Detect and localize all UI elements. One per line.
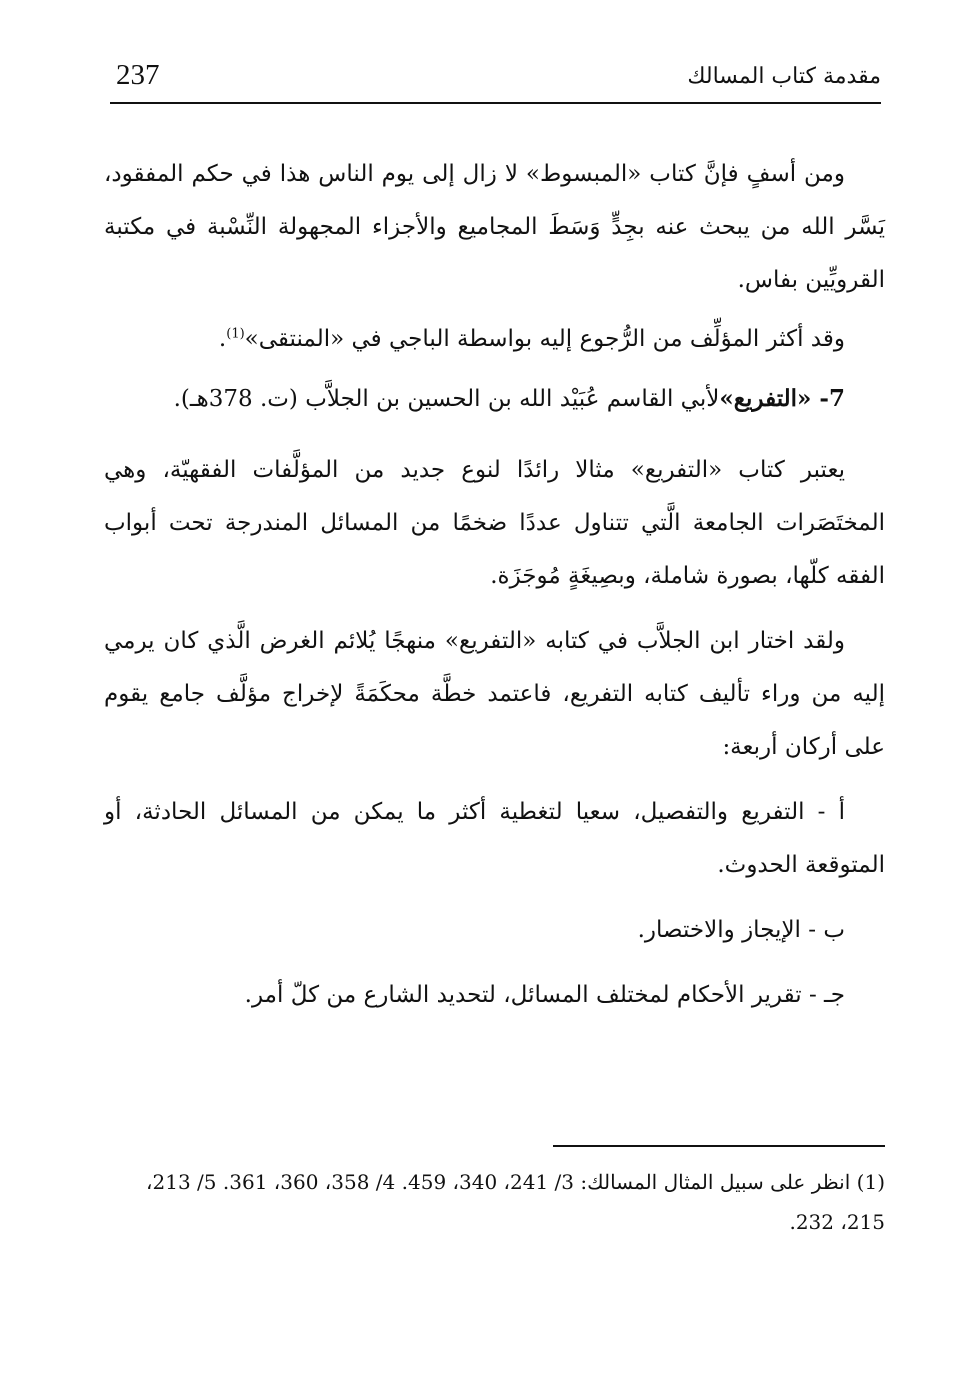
paragraph-5: ولقد اختار ابن الجلاَّب في كتابه «التفريع» منهجًا يُلائم الغرض الَّذي كان يرمي إليه من وراء تأليف كتابه التفريع، فاعتمد خطَّة محكَمَةً لإخراج مؤلَّف جامع يقوم على أركان أربعة:: [104, 628, 885, 760]
running-title: مقدمة كتاب المسالك: [687, 64, 881, 89]
paragraph-3-prefix: 7-: [811, 385, 845, 412]
paragraph-2-end: .: [218, 326, 227, 352]
paragraph-2-text: وقد أكثر المؤلِّف من الرُّجوع إليه بواسطة الباجي في «المنتقى»: [244, 326, 845, 352]
paragraph-7: ب - الإيجاز والاختصار.: [637, 917, 845, 943]
paragraph-4: يعتبر كتاب «التفريع» مثالا رائدًا لنوع جديد من المؤلَّفات الفقهيّة، وهي المختَصَرات الجامعة الَّتي تتناول عددًا ضخمًا من المسائل المندرجة تحت أبواب الفقه كلّها، بصورة شاملة، وبصِيغَةٍ مُوجَزَة.: [104, 457, 885, 589]
paragraph-1: ومن أسفٍ فإنَّ كتاب «المبسوط» لا زال إلى يوم الناس هذا في حكم المفقود، يَسَّر الله من يبحث عنه بجِدٍّ وَسَطَ المجاميع والأجزاء المجهولة النِّسْبة في مكتبة القرويِّين بفاس.: [104, 161, 885, 293]
book-title-tafri: «التفريع»: [719, 385, 812, 412]
paragraph-6: أ - التفريع والتفصيل، سعيا لتغطية أكثر ما يمكن من المسائل الحادثة، أو المتوقعة الحدوث.: [104, 799, 885, 878]
footnote-area: [104, 1162, 885, 1242]
main-text: [104, 148, 885, 1022]
footnote-rule: [553, 1145, 885, 1147]
paragraph-8: جـ - تقرير الأحكام لمختلف المسائل، لتحديد الشارع من كلّ أمر.: [244, 982, 845, 1008]
paragraph-3: [104, 372, 885, 426]
footnote-1: (1) انظر على سبيل المثال المسالك: 3/ 241، 340، 459. 4/ 358، 360، 361. 5/ 213، 215، 232.: [146, 1170, 885, 1234]
footnote-reference: (1): [226, 326, 245, 342]
page-header: [110, 58, 881, 98]
paragraph-3-text: لأبي القاسم عُبَيْد الله بن الحسين بن الجلاَّب (ت. 378هـ).: [173, 386, 720, 412]
header-rule: [110, 102, 881, 104]
paragraph-2: [104, 313, 885, 366]
page-number: 237: [116, 59, 160, 91]
